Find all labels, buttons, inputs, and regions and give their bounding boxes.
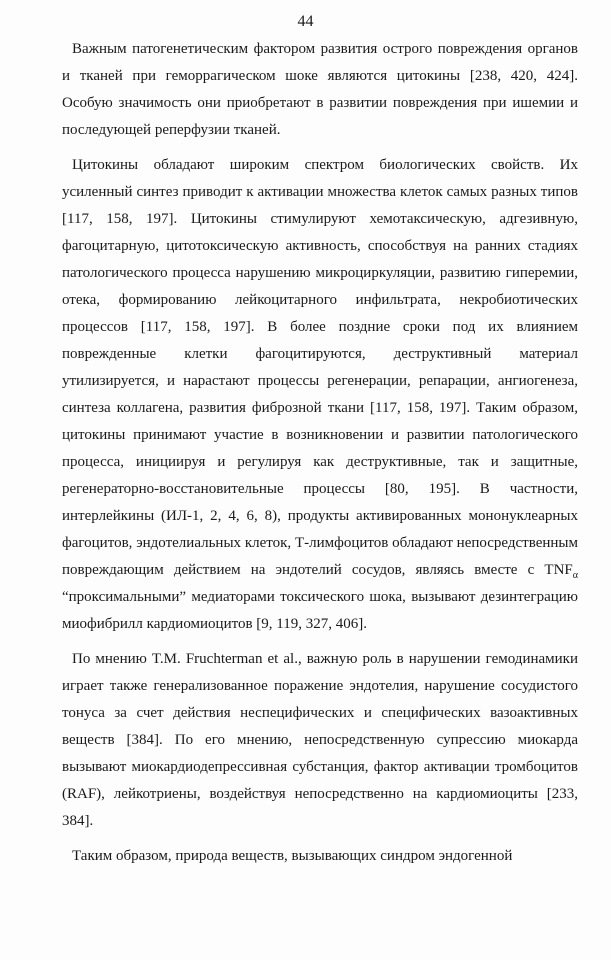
paragraph-2 [62, 152, 578, 638]
body-text [62, 36, 578, 870]
paragraph-3: По мнению T.M. Fruchterman et al., важную роль в нарушении гемодинамики играет также генерализованное поражение эндотелия, нарушение сосудистого тонуса за счет действия неспецифических и специфических вазоактивных веществ [384]. По его мнению, непосредственную супрессию миокарда вызывают миокардиодепрессивная субстанция, фактор активации тромбоцитов (RAF), лейкотриены, воздействуя непосредственно на кардиомиоциты [233, 384]. [62, 651, 578, 829]
paragraph-1: Важным патогенетическим фактором развития острого повреждения органов и тканей при геморрагическом шоке являются цитокины [238, 420, 424]. Особую значимость они приобретают в развитии повреждения при ишемии и последующей реперфузии тканей. [62, 41, 578, 138]
page-number: 44 [297, 13, 314, 30]
tnf-label: TNF [544, 562, 573, 578]
paragraph-2-text: Цитокины обладают широким спектром биологических свойств. Их усиленный синтез приводит к активации множества клеток самых разных типов [117, 158, 197]. Цитокины стимулируют хемотаксическую, адгезивную, фагоцитарную, цитотоксическую активность, способствуя на ранних стадиях патологического процесса нарушению микроциркуляции, развитию гиперемии, отека, формированию лейкоцитарного инфильтрата, некробиотических процессов [117, 158, 197]. В более поздние сроки под их влиянием поврежденные клетки фагоцитируются, деструктивный материал утилизируется, и нарастают процессы регенерации, репарации, ангиогенеза, синтеза коллагена, развития фиброзной ткани [117, 158, 197]. Таким образом, цитокины принимают участие в возникновении и развитии патологического процесса, инициируя и регулируя как деструктивные, так и защитные, регенераторно-восстановительные процессы [80, 195]. В частности, интерлейкины (ИЛ-1, 2, 4, 6, 8), продукты активированных мононуклеарных фагоцитов, эндотелиальных клеток, Т-лимфоцитов обладают непосредственным повреждающим действием на эндотелий сосудов, являясь вместе с [62, 157, 578, 578]
tnf-term [544, 562, 578, 581]
paragraph-2-tail: “проксимальными” медиаторами токсического шока, вызывают дезинтеграцию миофибрилл кардиомиоцитов [9, 119, 327, 406]. [62, 589, 578, 632]
tnf-subscript: α [572, 570, 578, 581]
paragraph-4: Таким образом, природа веществ, вызывающих синдром эндогенной [72, 848, 513, 864]
